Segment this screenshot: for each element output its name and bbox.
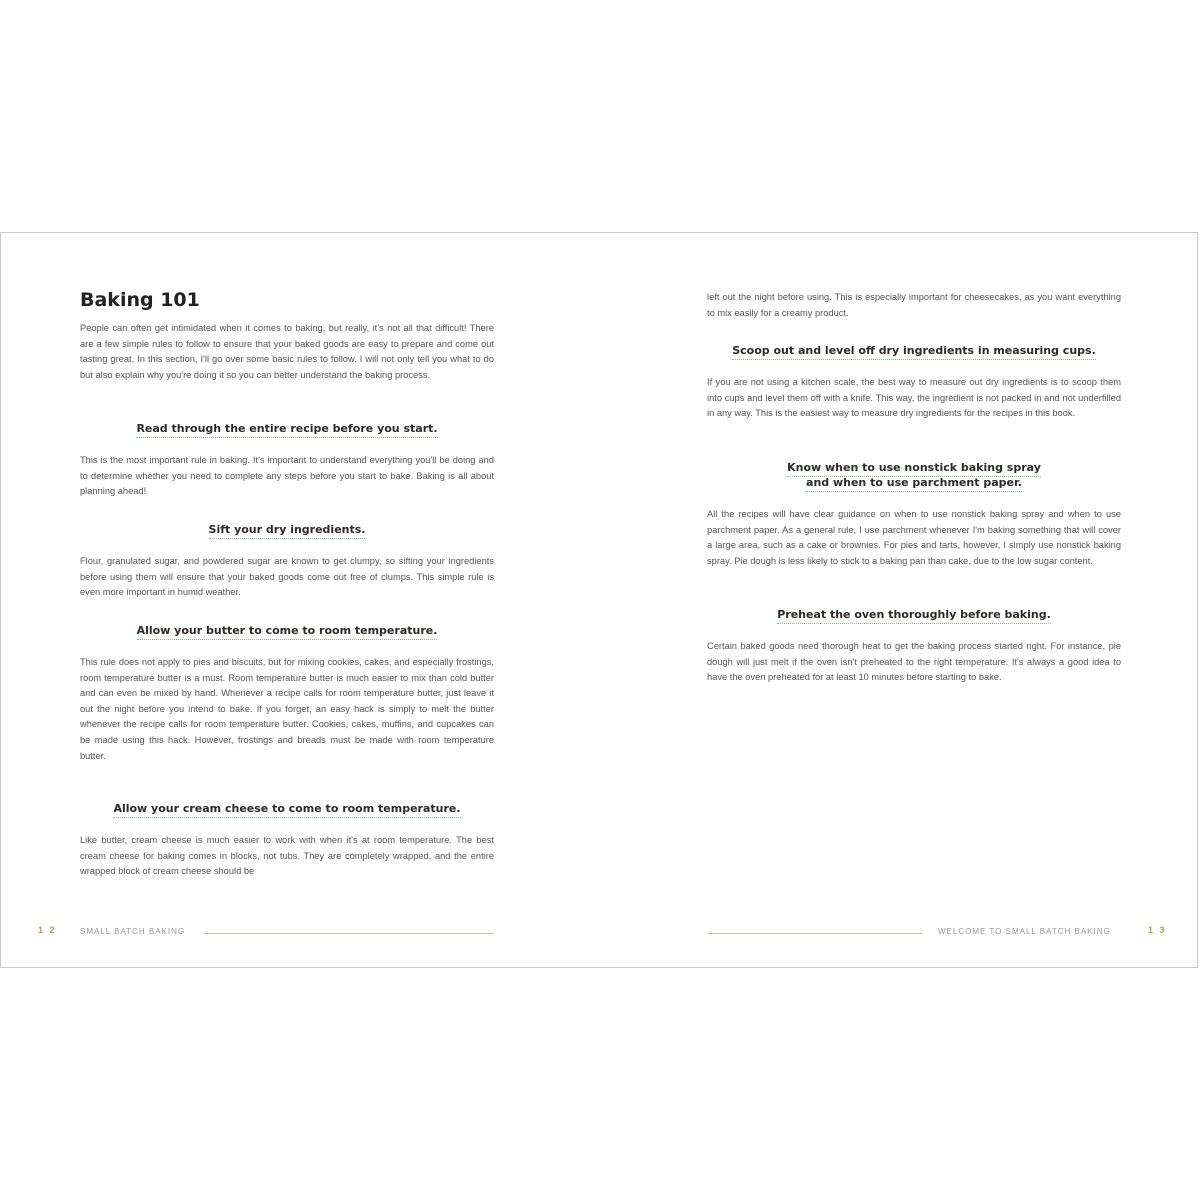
section-body: This rule does not apply to pies and biscuits, but for mixing cookies, cakes, and especially frostings, room temperature butter is a must. Room temperature butter is much easier to mix than cold butter and can even be mixed by hand. Whenever a recipe calls for room temperature butter, just leave it out the night before you intend to bake. If you forget, an easy hack is simply to melt the butter whenever the recipe calls for room temperature butter. Cookies, cakes, muffins, and cupcakes can be made using this hack. However, frostings and breads must be made with room temperature butter. [80, 657, 494, 761]
section-heading: Preheat the oven thoroughly before baking. [707, 607, 1121, 622]
section-heading: Allow your butter to come to room temperature. [80, 623, 494, 638]
section-heading: Know when to use nonstick baking spray and when to use parchment paper. [707, 460, 1121, 490]
section-heading: Read through the entire recipe before you start. [80, 421, 494, 436]
section-body: If you are not using a kitchen scale, the best way to measure out dry ingredients is to scoop them into cups and level them off with a knife. This way, the ingredient is not packed in and not underfilled in any way. This is the easiest way to measure dry ingredients for the recipes in this book. [707, 377, 1121, 419]
running-footer: WELCOME TO SMALL BATCH BAKING [938, 927, 1111, 936]
page-title: Baking 101 [80, 289, 200, 311]
continuation-paragraph: left out the night before using. This is especially important for cheesecakes, as you want everything to mix easily for a creamy product. [707, 292, 1121, 318]
section-body: Flour, granulated sugar, and powdered sugar are known to get clumpy, so sifting your ingredients before using them will ensure that your baked goods come out free of clumps. This simple rule is even more important in humid weather. [80, 556, 494, 598]
section-body: This is the most important rule in baking. It's important to understand everything you'll be doing and to determine whether you need to complete any steps before you start to bake. Baking is all about planning ahead! [80, 455, 494, 497]
section-body: Like butter, cream cheese is much easier to work with when it's at room temperature. The best cream cheese for baking comes in blocks, not tubs. They are completely wrapped, and the entire wrapped block of cream cheese should be [80, 835, 494, 877]
section-heading: Allow your cream cheese to come to room temperature. [80, 801, 494, 816]
footer-rule [204, 933, 494, 934]
section-heading: Scoop out and level off dry ingredients in measuring cups. [707, 343, 1121, 358]
running-footer: SMALL BATCH BAKING [80, 927, 186, 936]
section-heading: Sift your dry ingredients. [80, 522, 494, 537]
intro-paragraph: People can often get intimidated when it comes to baking, but really, it's not all that difficult! There are a few simple rules to follow to ensure that your baked goods are easy to prepare and come out tasting great. In this section, I'll go over some basic rules to follow. I will not only tell you what to do but also explain why you're doing it so you can better understand the baking process. [80, 323, 494, 380]
page-number: 1 3 [1148, 925, 1167, 935]
section-body: All the recipes will have clear guidance on when to use nonstick baking spray and when to use parchment paper. As a general rule, I use parchment whenever I'm baking something that will cover a large area, such as a cake or brownies. For pies and tarts, however, I simply use nonstick baking spray. Pie dough is less likely to stick to a baking pan than cake, due to the low sugar content. [707, 509, 1121, 566]
book-spread [0, 232, 1198, 968]
section-body: Certain baked goods need thorough heat to get the baking process started right. For instance, pie dough will just melt if the oven isn't preheated to the right temperature. It's always a good idea to have the oven preheated for at least 10 minutes before starting to bake. [707, 641, 1121, 683]
left-page [1, 233, 600, 967]
page-number: 1 2 [38, 925, 57, 935]
footer-rule [708, 933, 922, 934]
right-page [600, 233, 1199, 967]
